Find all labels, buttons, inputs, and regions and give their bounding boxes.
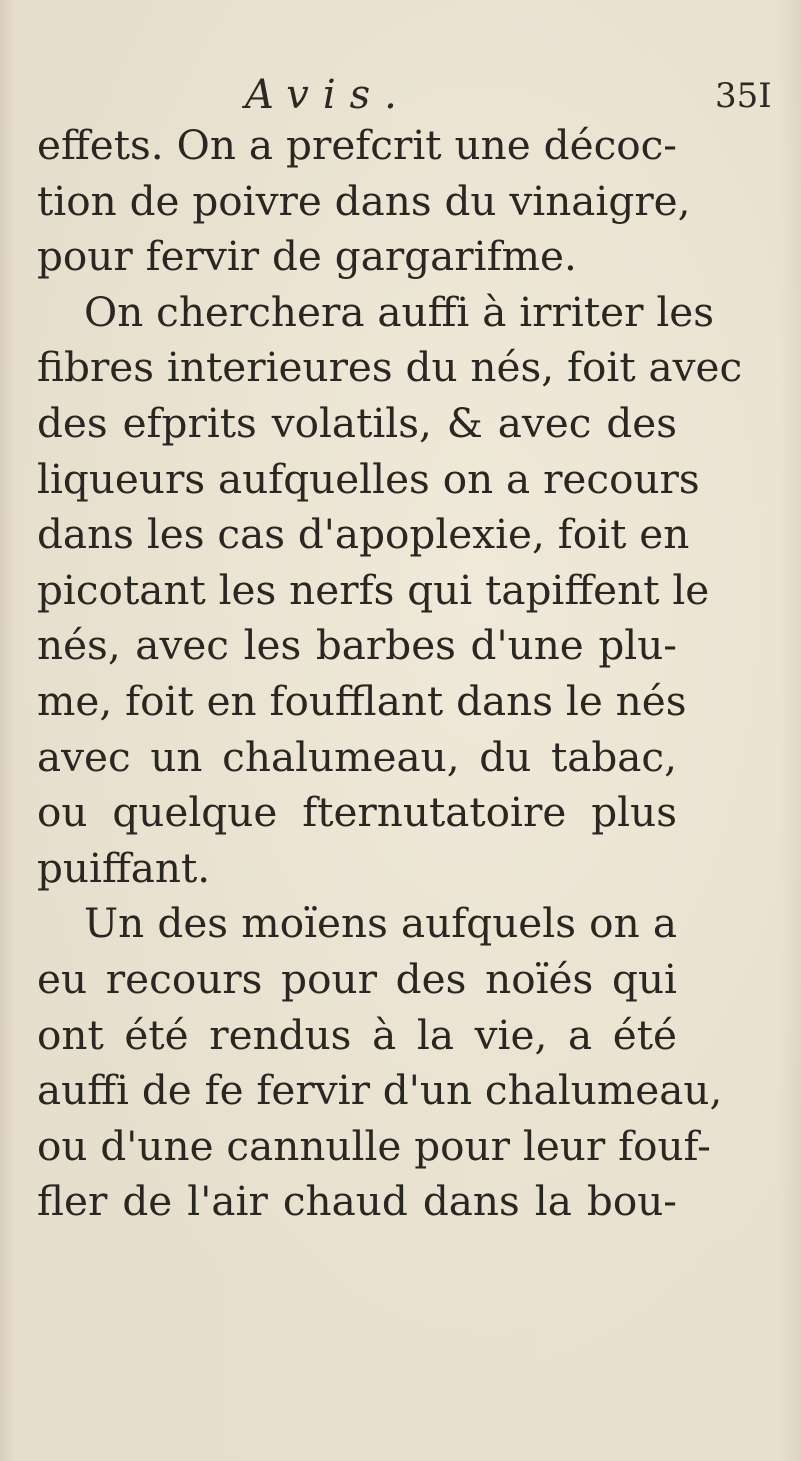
paragraph-start-line: On cherchera auffi à irriter les — [84, 287, 715, 336]
text-line: ou quelque fternutatoire plus — [37, 788, 677, 837]
running-head: Avis. — [245, 72, 411, 118]
text-line: puiffant. — [37, 843, 211, 892]
text-line: ou d'une cannulle pour leur fouf- — [37, 1121, 711, 1170]
text-line: eu recours pour des noïés qui — [37, 954, 677, 1003]
text-line: avec un chalumeau, du tabac, — [37, 732, 677, 781]
text-line: auffi de fe fervir d'un chalumeau, — [37, 1066, 723, 1115]
page-header — [0, 72, 801, 122]
paragraph-start-line: Un des moïens aufquels on a — [84, 899, 677, 948]
body-text — [37, 118, 743, 1230]
text-line: dans les cas d'apoplexie, foit en — [37, 510, 690, 559]
text-line: liqueurs aufquelles on a recours — [37, 454, 700, 503]
text-line: tion de poivre dans du vinaigre, — [37, 176, 691, 225]
text-line: fibres interieures du nés, foit avec — [37, 343, 743, 392]
page-number: 35I — [715, 76, 772, 116]
text-line: pour fervir de gargarifme. — [37, 232, 577, 281]
text-line: des efprits volatils, & avec des — [37, 398, 677, 447]
text-line: effets. On a prefcrit une décoc- — [37, 121, 677, 169]
text-line: picotant les nerfs qui tapiffent le — [37, 565, 710, 614]
text-line: nés, avec les barbes d'une plu- — [37, 621, 677, 670]
text-line: me, foit en foufflant dans le nés — [37, 676, 687, 725]
text-line: fler de l'air chaud dans la bou- — [37, 1177, 677, 1226]
text-line: ont été rendus à la vie, a été — [37, 1010, 677, 1059]
